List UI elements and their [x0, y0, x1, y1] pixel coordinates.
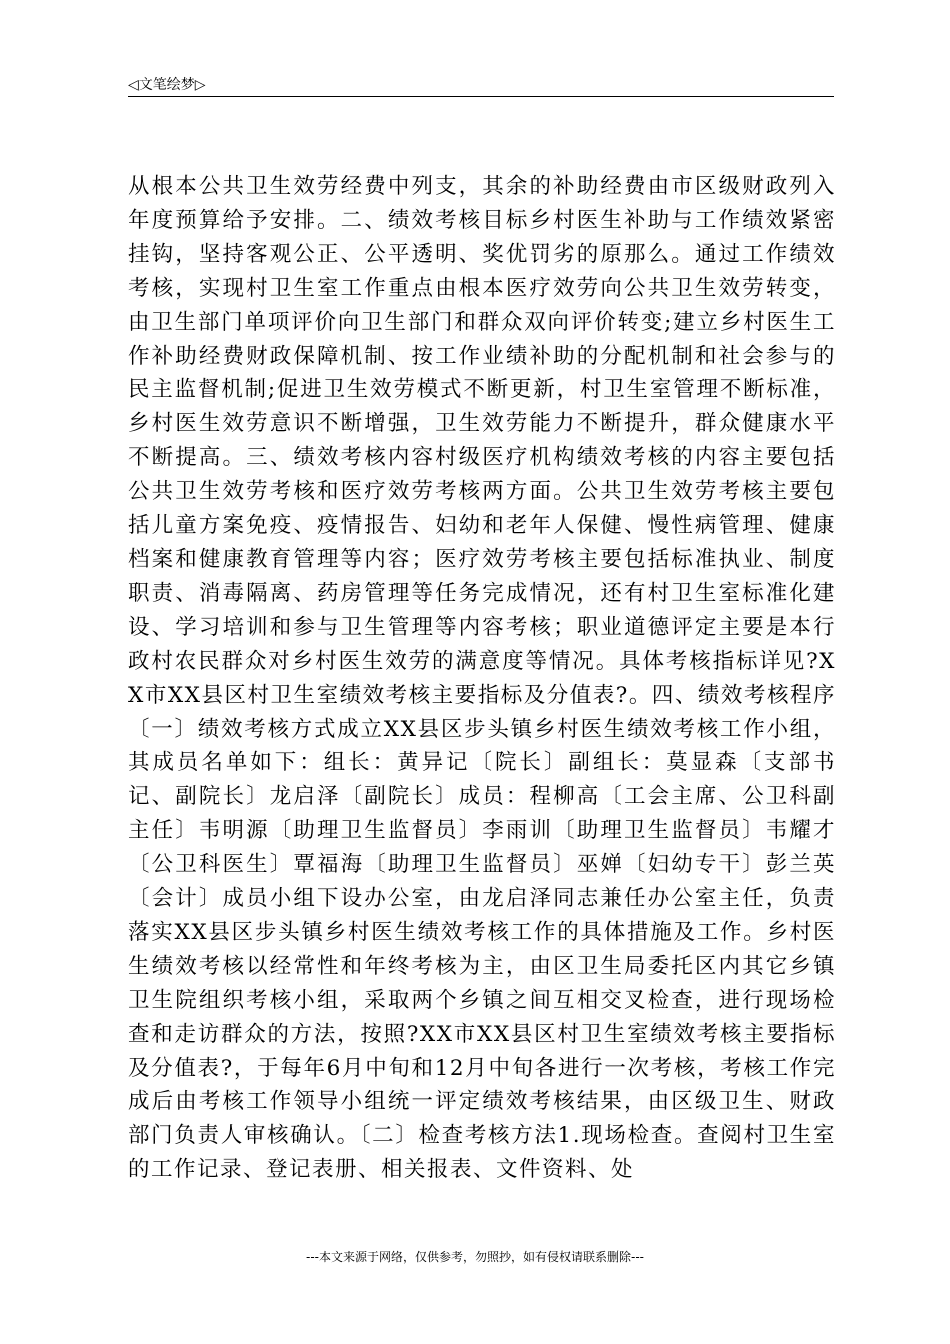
document-body-paragraph: 从根本公共卫生效劳经费中列支，其余的补助经费由市区级财政列入年度预算给予安排。二、绩效考核目标乡村医生补助与工作绩效紧密挂钩，坚持客观公正、公平透明、奖优罚劣的原那么。通过工作绩效考核，实现村卫生室工作重点由根本医疗效劳向公共卫生效劳转变，由卫生部门单项评价向卫生部门和群众双向评价转变;建立乡村医生工作补助经费财政保障机制、按工作业绩补助的分配机制和社会参与的民主监督机制;促进卫生效劳模式不断更新，村卫生室管理不断标准，乡村医生效劳意识不断增强，卫生效劳能力不断提升，群众健康水平不断提高。三、绩效考核内容村级医疗机构绩效考核的内容主要包括公共卫生效劳考核和医疗效劳考核两方面。公共卫生效劳考核主要包括儿童方案免疫、疫情报告、妇幼和老年人保健、慢性病管理、健康档案和健康教育管理等内容；医疗效劳考核主要包括标准执业、制度职责、消毒隔离、药房管理等任务完成情况，还有村卫生室标准化建设、学习培训和参与卫生管理等内容考核；职业道德评定主要是本行政村农民群众对乡村医生效劳的满意度等情况。具体考核指标详见?XX市XX县区村卫生室绩效考核主要指标及分值表?。四、绩效考核程序〔一〕绩效考核方式成立XX县区步头镇乡村医生绩效考核工作小组，其成员名单如下：组长：黄异记〔院长〕副组长：莫显森〔支部书记、副院长〕龙启泽〔副院长〕成员：程柳高〔工会主席、公卫科副主任〕韦明源〔助理卫生监督员〕李雨训〔助理卫生监督员〕韦耀才〔公卫科医生〕覃福海〔助理卫生监督员〕巫婵〔妇幼专干〕彭兰英〔会计〕成员小组下设办公室，由龙启泽同志兼任办公室主任，负责落实XX县区步头镇乡村医生绩效考核工作的具体措施及工作。乡村医生绩效考核以经常性和年终考核为主，由区卫生局委托区内其它乡镇卫生院组织考核小组，采取两个乡镇之间互相交叉检查，进行现场检查和走访群众的方法，按照?XX市XX县区村卫生室绩效考核主要指标及分值表?，于每年6月中旬和12月中旬各进行一次考核，考核工作完成后由考核工作领导小组统一评定绩效考核结果，由区级卫生、财政部门负责人审核确认。〔二〕检查考核方法1.现场检查。查阅村卫生室的工作记录、登记表册、相关报表、文件资料、处 — [128, 174, 836, 1183]
header-divider — [128, 96, 834, 97]
page-footer-disclaimer: ---本文来源于网络，仅供参考，勿照抄，如有侵权请联系删除--- — [306, 1250, 644, 1264]
header-logo-text: ◁文笔绘梦▷ — [128, 77, 206, 93]
page-header — [128, 74, 834, 96]
